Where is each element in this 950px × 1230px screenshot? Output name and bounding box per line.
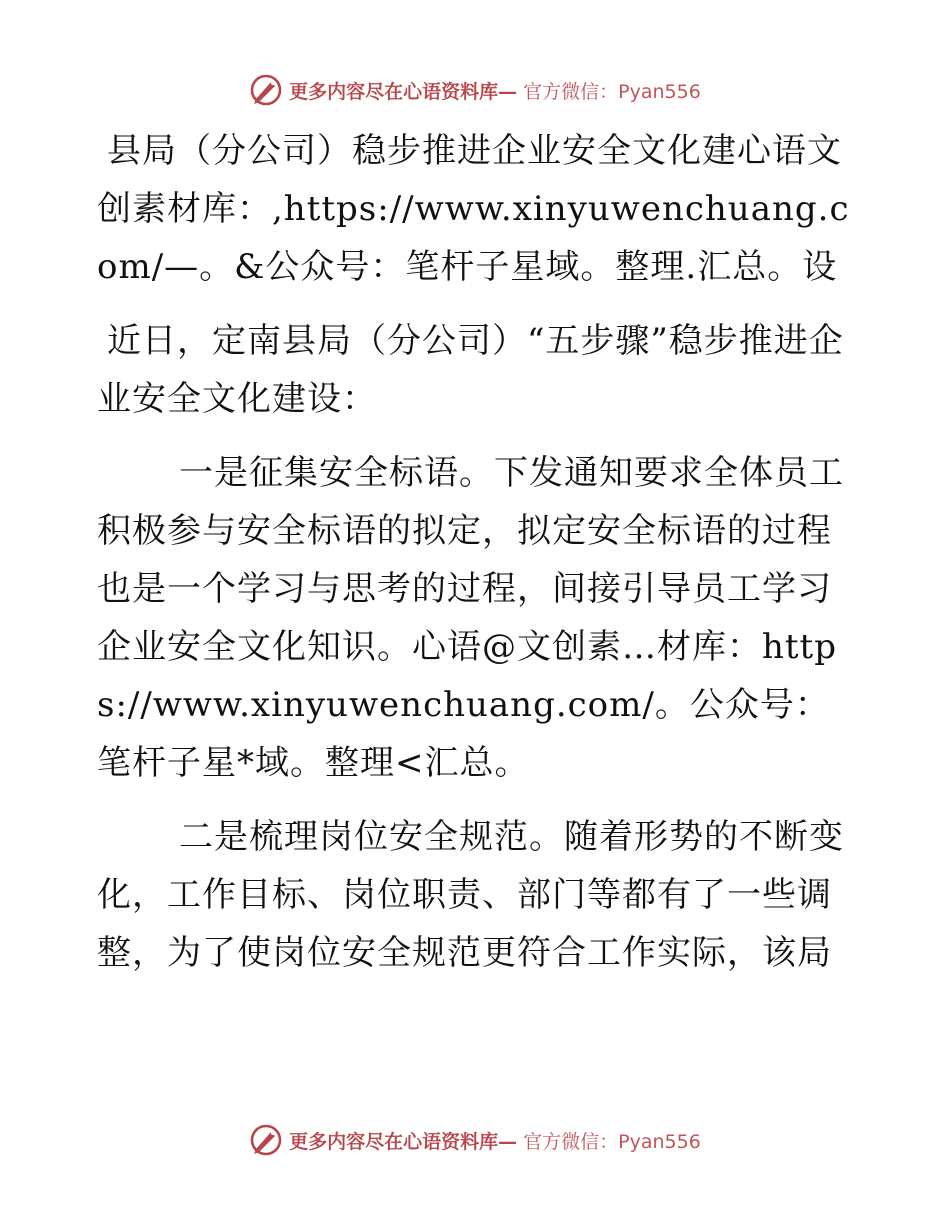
paragraph-title: 县局（分公司）稳步推进企业安全文化建心语文创素材库：,https://www.xinyuwenchuang.com/—。&公众号：笔杆子星域。整理.汇总。设 bbox=[97, 131, 850, 287]
pen-logo-icon bbox=[249, 73, 283, 107]
paragraph-step-one: 一是征集安全标语。下发通知要求全体员工积极参与安全标语的拟定，拟定安全标语的过程也是一个学习与思考的过程，间接引导员工学习企业安全文化知识。心语@文创素…材库：https://www.xinyuwenchuang.com/。公众号：笔杆子星*域。整理<汇总。 bbox=[97, 453, 844, 783]
paragraph-intro: 近日，定南县局（分公司）“五步骤”稳步推进企业安全文化建设： bbox=[97, 321, 844, 419]
banner-main-text: 更多内容尽在心语资料库— bbox=[289, 80, 518, 103]
banner-wechat-text: 官方微信：Pyan556 bbox=[523, 80, 701, 103]
banner-wechat-text: 官方微信：Pyan556 bbox=[523, 1130, 701, 1153]
header-banner bbox=[0, 70, 950, 110]
paragraph-step-two: 二是梳理岗位安全规范。随着形势的不断变化，工作目标、岗位职责、部门等都有了一些调整，为了使岗位安全规范更符合工作实际，该局 bbox=[97, 817, 844, 973]
banner-main-text: 更多内容尽在心语资料库— bbox=[289, 1130, 518, 1153]
document-body bbox=[97, 122, 857, 982]
pen-logo-icon bbox=[249, 1123, 283, 1157]
footer-banner bbox=[0, 1120, 950, 1160]
